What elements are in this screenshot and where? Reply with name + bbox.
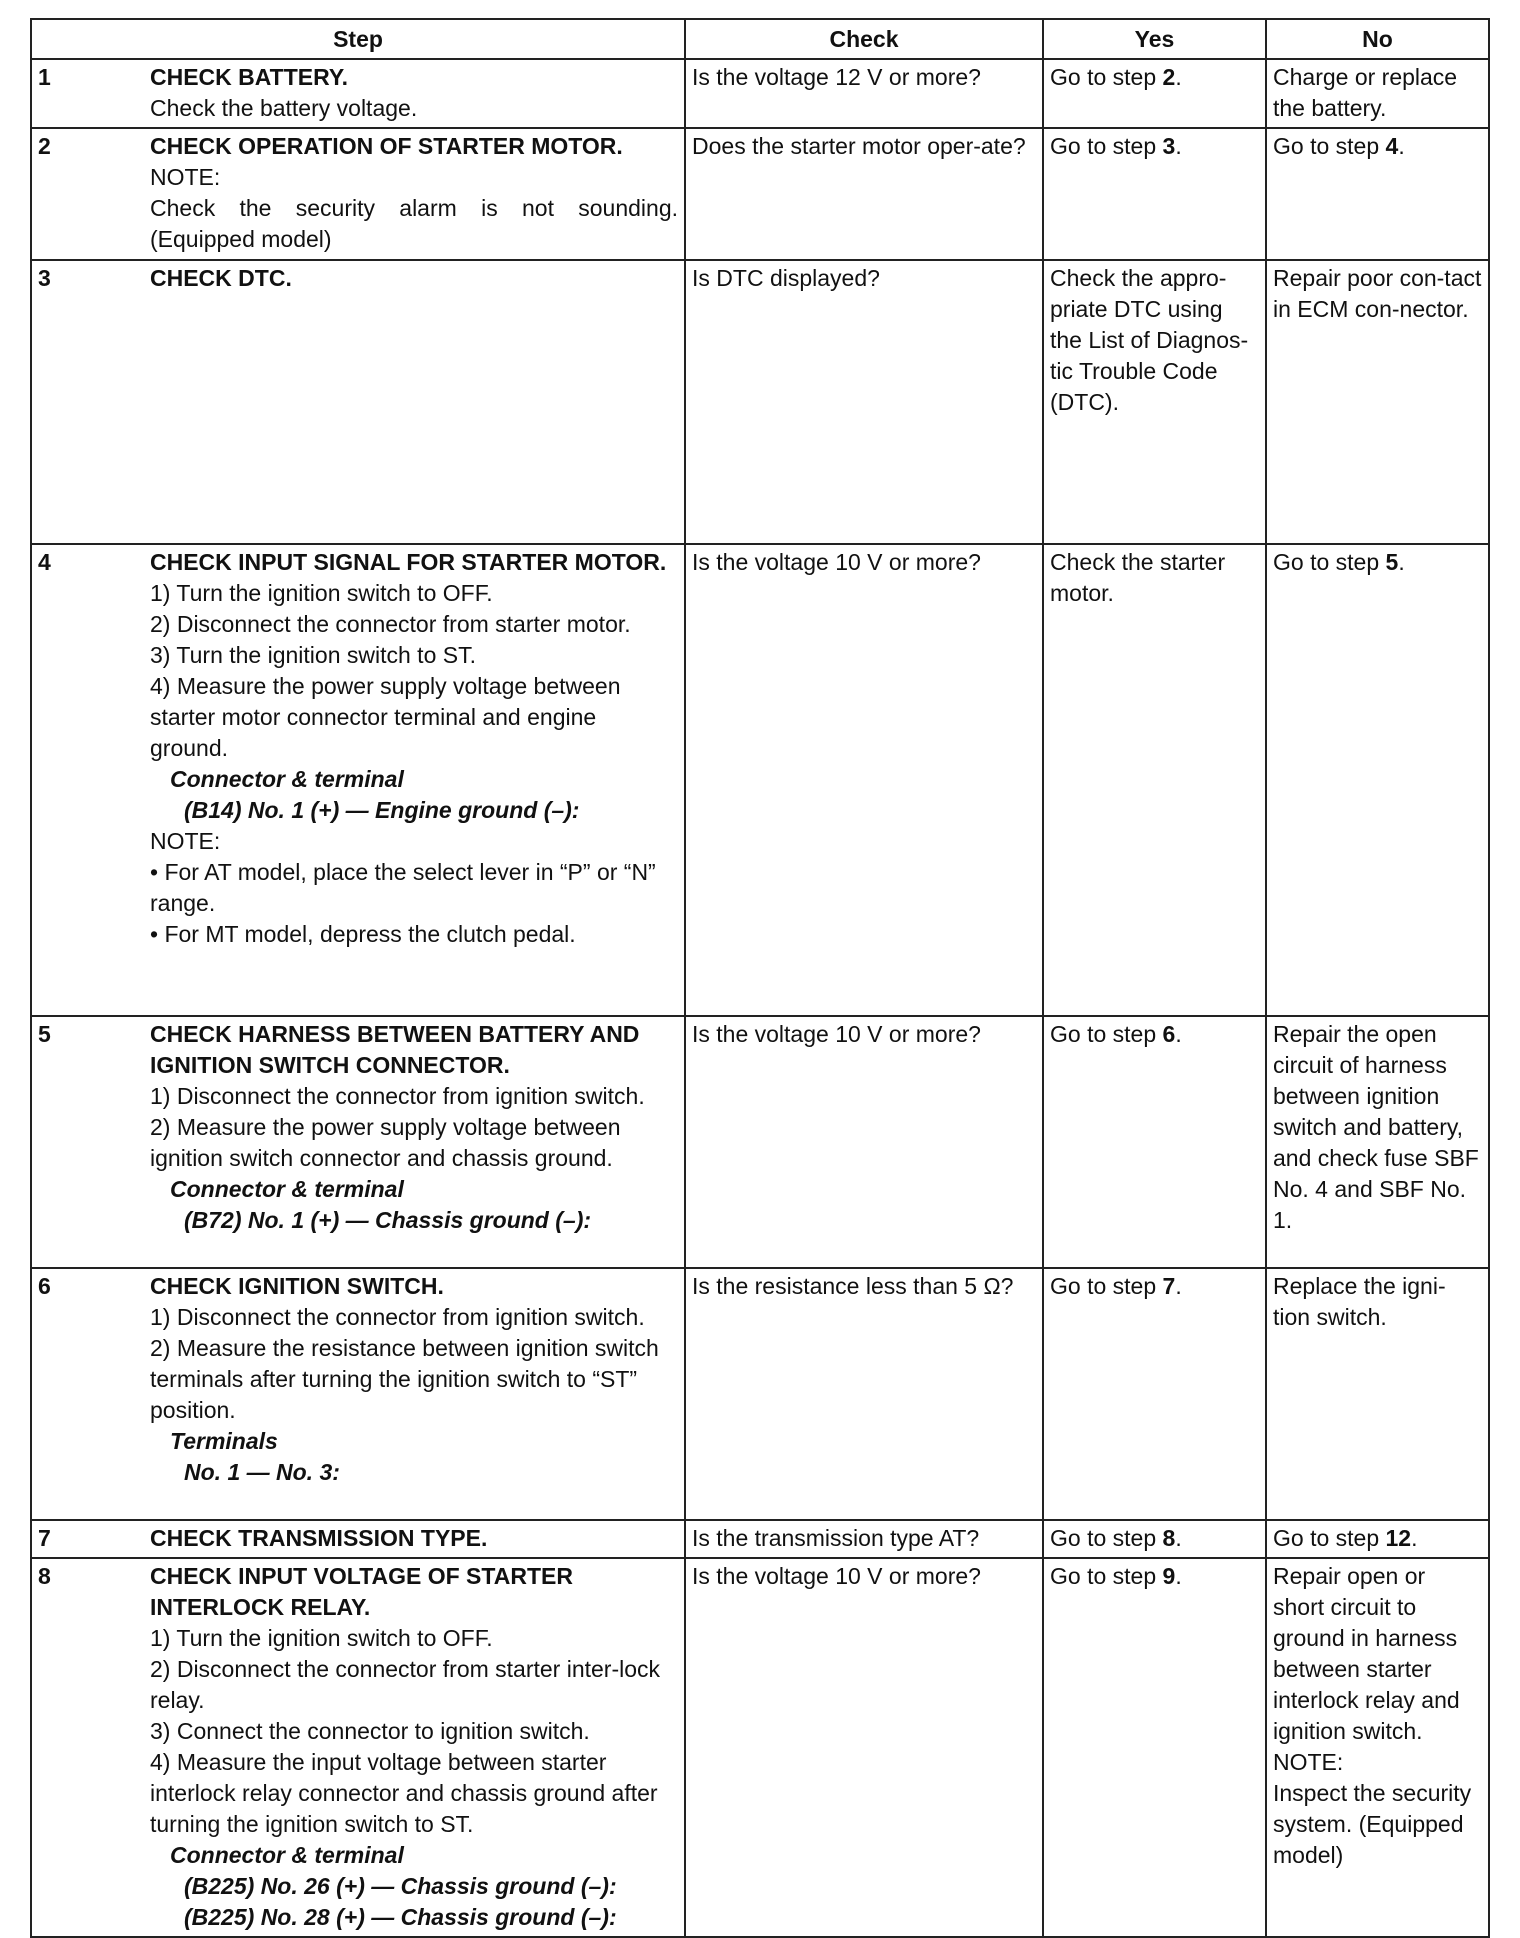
- step-title: CHECK INPUT SIGNAL FOR STARTER MOTOR.: [150, 549, 667, 575]
- step-cell: [31, 128, 685, 260]
- yes-step-ref: 2: [1162, 64, 1176, 90]
- step-cell: [31, 260, 685, 544]
- header-step: Step: [31, 19, 685, 59]
- procedure-step: 2) Measure the resistance between ignition switch terminals after turning the ignition switch to “ST” position.: [150, 1335, 659, 1423]
- terminals-value: No. 1 — No. 3:: [184, 1459, 340, 1485]
- yes-cell: Check the appro-priate DTC using the List of Diagnos-tic Trouble Code (DTC).: [1043, 260, 1266, 544]
- yes-cell: Go to step 6.: [1043, 1016, 1266, 1268]
- procedure-step: 1) Turn the ignition switch to OFF.: [150, 1625, 493, 1651]
- table-row: [31, 1268, 1489, 1520]
- yes-step-ref: 9: [1162, 1563, 1176, 1589]
- connector-value: (B14) No. 1 (+) — Engine ground (–):: [184, 797, 580, 823]
- step-number: 1: [38, 64, 51, 90]
- step-line: Check the battery voltage.: [150, 95, 418, 121]
- step-cell: [31, 544, 685, 1016]
- step-cell: [31, 1268, 685, 1520]
- note-label: NOTE:: [150, 828, 221, 854]
- step-title: CHECK INPUT VOLTAGE OF STARTER INTERLOCK RELAY.: [150, 1563, 573, 1620]
- table-row: [31, 1520, 1489, 1558]
- header-check: Check: [685, 19, 1043, 59]
- procedure-step: 4) Measure the power supply voltage between starter motor connector terminal and engine ground.: [150, 673, 621, 761]
- yes-cell: Go to step 3.: [1043, 128, 1266, 260]
- check-cell: Is DTC displayed?: [685, 260, 1043, 544]
- step-title: CHECK BATTERY.: [150, 64, 349, 90]
- yes-cell: Go to step 2.: [1043, 59, 1266, 128]
- no-cell: Go to step 12.: [1266, 1520, 1489, 1558]
- yes-cell: Go to step 9.: [1043, 1558, 1266, 1937]
- step-number: 7: [38, 1525, 51, 1551]
- no-step-ref: 5: [1385, 549, 1399, 575]
- table-row: [31, 260, 1489, 544]
- header-yes: Yes: [1043, 19, 1266, 59]
- step-number: 8: [38, 1563, 51, 1589]
- procedure-step: 2) Disconnect the connector from starter inter-lock relay.: [150, 1656, 661, 1713]
- yes-cell: Check the starter motor.: [1043, 544, 1266, 1016]
- no-cell: Go to step 5.: [1266, 544, 1489, 1016]
- step-title: CHECK TRANSMISSION TYPE.: [150, 1525, 488, 1551]
- no-cell: Repair poor con-tact in ECM con-nector.: [1266, 260, 1489, 544]
- terminals-label: Terminals: [170, 1428, 278, 1454]
- note-bullet: • For AT model, place the select lever in “P” or “N” range.: [150, 857, 678, 919]
- note-label: NOTE:: [150, 164, 221, 190]
- step-number: 5: [38, 1021, 51, 1047]
- connector-value: (B225) No. 28 (+) — Chassis ground (–):: [184, 1904, 617, 1930]
- diagnostic-table: [30, 18, 1490, 1938]
- no-note-label: NOTE:: [1273, 1749, 1344, 1775]
- procedure-step: 2) Measure the power supply voltage between ignition switch connector and chassis ground.: [150, 1114, 621, 1171]
- table-row: [31, 1016, 1489, 1268]
- yes-step-ref: 6: [1162, 1021, 1176, 1047]
- check-cell: Is the voltage 10 V or more?: [685, 544, 1043, 1016]
- step-title: CHECK OPERATION OF STARTER MOTOR.: [150, 133, 623, 159]
- header-no: No: [1266, 19, 1489, 59]
- connector-label: Connector & terminal: [170, 1842, 404, 1868]
- table-row: [31, 128, 1489, 260]
- yes-step-ref: 3: [1162, 133, 1176, 159]
- no-cell: Repair the open circuit of harness between ignition switch and battery, and check fuse SBF No. 4 and SBF No. 1.: [1266, 1016, 1489, 1268]
- check-cell: Is the voltage 10 V or more?: [685, 1016, 1043, 1268]
- step-cell: [31, 1016, 685, 1268]
- yes-step-ref: 8: [1162, 1525, 1176, 1551]
- no-text: Repair open or short circuit to ground in harness between starter interlock relay and ignition switch.: [1273, 1563, 1460, 1744]
- step-number: 4: [38, 549, 51, 575]
- step-cell: [31, 1558, 685, 1937]
- no-cell: Replace the igni-tion switch.: [1266, 1268, 1489, 1520]
- step-title: CHECK DTC.: [150, 265, 292, 291]
- step-number: 6: [38, 1273, 51, 1299]
- note-bullet: • For MT model, depress the clutch pedal.: [150, 919, 678, 950]
- no-cell: Charge or replace the battery.: [1266, 59, 1489, 128]
- step-number: 3: [38, 265, 51, 291]
- no-step-ref: 4: [1385, 133, 1399, 159]
- header-row: [31, 19, 1489, 59]
- connector-value: (B72) No. 1 (+) — Chassis ground (–):: [184, 1207, 592, 1233]
- step-cell: [31, 1520, 685, 1558]
- check-cell: Is the voltage 12 V or more?: [685, 59, 1043, 128]
- yes-step-ref: 7: [1162, 1273, 1176, 1299]
- procedure-step: 1) Disconnect the connector from ignition switch.: [150, 1304, 645, 1330]
- no-note-text: Inspect the security system. (Equipped model): [1273, 1780, 1472, 1868]
- check-cell: Does the starter motor oper-ate?: [685, 128, 1043, 260]
- check-cell: Is the resistance less than 5 Ω?: [685, 1268, 1043, 1520]
- check-cell: Is the transmission type AT?: [685, 1520, 1043, 1558]
- check-cell: Is the voltage 10 V or more?: [685, 1558, 1043, 1937]
- procedure-step: 1) Turn the ignition switch to OFF.: [150, 580, 493, 606]
- no-cell: Go to step 4.: [1266, 128, 1489, 260]
- yes-cell: Go to step 8.: [1043, 1520, 1266, 1558]
- connector-label: Connector & terminal: [170, 1176, 404, 1202]
- procedure-step: 1) Disconnect the connector from ignition switch.: [150, 1083, 645, 1109]
- step-title: CHECK IGNITION SWITCH.: [150, 1273, 444, 1299]
- step-cell: [31, 59, 685, 128]
- no-cell: [1266, 1558, 1489, 1937]
- step-number: 2: [38, 133, 51, 159]
- table-row: [31, 59, 1489, 128]
- table-row: [31, 544, 1489, 1016]
- step-title: CHECK HARNESS BETWEEN BATTERY AND IGNITION SWITCH CONNECTOR.: [150, 1021, 640, 1078]
- table-row: [31, 1558, 1489, 1937]
- procedure-step: 3) Connect the connector to ignition switch.: [150, 1718, 590, 1744]
- connector-value: (B225) No. 26 (+) — Chassis ground (–):: [184, 1873, 617, 1899]
- procedure-step: 4) Measure the input voltage between starter interlock relay connector and chassis ground after turning the ignition switch to ST.: [150, 1749, 658, 1837]
- note-text: Check the security alarm is not sounding. (Equipped model): [150, 195, 678, 252]
- yes-cell: Go to step 7.: [1043, 1268, 1266, 1520]
- no-step-ref: 12: [1385, 1525, 1412, 1551]
- procedure-step: 2) Disconnect the connector from starter motor.: [150, 611, 631, 637]
- procedure-step: 3) Turn the ignition switch to ST.: [150, 642, 476, 668]
- connector-label: Connector & terminal: [170, 766, 404, 792]
